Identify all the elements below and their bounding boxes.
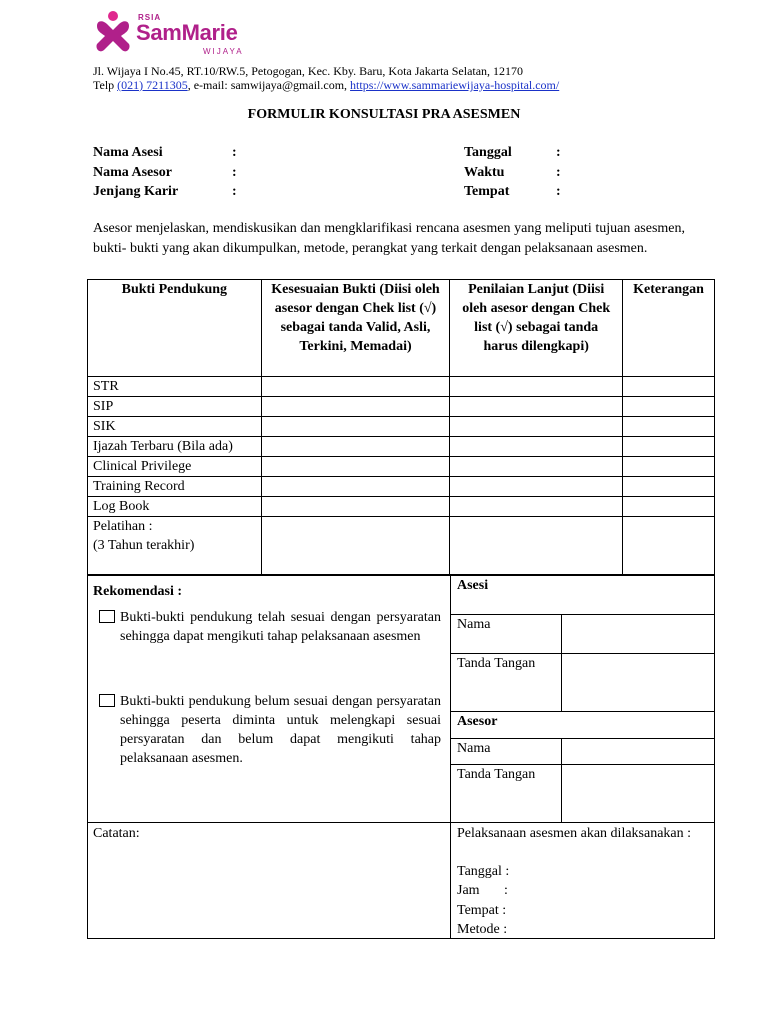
checkbox-option-2[interactable] bbox=[99, 692, 115, 711]
row-label: SIP bbox=[88, 397, 262, 417]
row-label-pelatihan bbox=[88, 517, 262, 575]
table-row bbox=[88, 417, 715, 437]
info-colon: : bbox=[232, 184, 237, 199]
checkbox-icon[interactable] bbox=[99, 610, 115, 623]
pelatihan-note: (3 Tahun terakhir) bbox=[93, 538, 195, 553]
catatan-label: Catatan: bbox=[93, 826, 140, 841]
cell-keterangan[interactable] bbox=[623, 477, 715, 497]
info-label: Tempat bbox=[464, 184, 510, 199]
cell-keterangan[interactable] bbox=[623, 497, 715, 517]
cell-penilaian[interactable] bbox=[450, 517, 623, 575]
row-label: Training Record bbox=[88, 477, 262, 497]
logo-mark-icon bbox=[93, 10, 133, 54]
asesor-ttd-label: Tanda Tangan bbox=[457, 767, 536, 782]
row-label: Clinical Privilege bbox=[88, 457, 262, 477]
row-label: Ijazah Terbaru (Bila ada) bbox=[88, 437, 262, 457]
checkbox-option-1[interactable] bbox=[99, 608, 115, 627]
form-title: FORMULIR KONSULTASI PRA ASESMEN bbox=[247, 107, 521, 122]
info-row-waktu bbox=[464, 163, 561, 183]
cell-keterangan[interactable] bbox=[623, 517, 715, 575]
info-row-jenjang-karir bbox=[93, 182, 237, 202]
asesi-ttd-label: Tanda Tangan bbox=[457, 656, 536, 671]
logo-sub: WIJAYA bbox=[203, 47, 244, 56]
info-row-nama-asesi bbox=[93, 143, 237, 163]
website-link[interactable]: https://www.sammariewijaya-hospital.com/ bbox=[350, 78, 560, 92]
row-label: STR bbox=[88, 377, 262, 397]
info-row-tanggal bbox=[464, 143, 561, 163]
hospital-logo bbox=[93, 10, 263, 56]
header-keterangan: Keterangan bbox=[623, 280, 715, 377]
cell-kesesuaian[interactable] bbox=[261, 517, 450, 575]
table-row bbox=[88, 517, 715, 575]
info-right bbox=[464, 143, 561, 202]
info-label: Tanggal bbox=[464, 145, 512, 160]
header-bukti: Bukti Pendukung bbox=[88, 280, 262, 377]
divider bbox=[561, 738, 562, 823]
table-row bbox=[88, 437, 715, 457]
header-kesesuaian: Kesesuaian Bukti (Diisi oleh asesor dengan Chek list (√) sebagai tanda Valid, Asli, Terkini, Memadai) bbox=[261, 280, 450, 377]
info-label: Nama Asesor bbox=[93, 164, 172, 180]
info-row-tempat bbox=[464, 182, 561, 202]
info-label: Jenjang Karir bbox=[93, 184, 179, 199]
table-row bbox=[88, 497, 715, 517]
address-line: Jl. Wijaya I No.45, RT.10/RW.5, Petogogan, Kec. Kby. Baru, Kota Jakarta Selatan, 12170 bbox=[93, 64, 524, 78]
table-row bbox=[88, 477, 715, 497]
cell-penilaian[interactable] bbox=[450, 477, 623, 497]
cell-penilaian[interactable] bbox=[450, 417, 623, 437]
cell-keterangan[interactable] bbox=[623, 417, 715, 437]
info-colon: : bbox=[556, 164, 561, 180]
table-row bbox=[88, 397, 715, 417]
cell-penilaian[interactable] bbox=[450, 437, 623, 457]
rekomendasi-title: Rekomendasi : bbox=[93, 584, 183, 599]
cell-kesesuaian[interactable] bbox=[261, 397, 450, 417]
cell-kesesuaian[interactable] bbox=[261, 457, 450, 477]
info-label: Waktu bbox=[464, 164, 505, 180]
phone-link[interactable]: (021) 7211305 bbox=[117, 78, 188, 92]
evidence-table bbox=[87, 279, 715, 575]
option-1-text: Bukti-bukti pendukung telah sesuai dengan persyaratan sehingga dapat mengikuti tahap pelaksanaan asesmen bbox=[120, 610, 441, 644]
info-colon: : bbox=[556, 184, 561, 199]
intro-paragraph: Asesor menjelaskan, mendiskusikan dan mengklarifikasi rencana asesmen yang meliputi tujuan asesmen, bukti- bukti yang akan dikumpulkan, metode, perangkat yang terkait dengan pelaksanaan asesmen. bbox=[93, 221, 685, 256]
cell-keterangan[interactable] bbox=[623, 437, 715, 457]
pelaksanaan-jam: Jam : bbox=[457, 883, 508, 898]
checkbox-icon[interactable] bbox=[99, 694, 115, 707]
contact-line bbox=[93, 78, 559, 92]
cell-penilaian[interactable] bbox=[450, 457, 623, 477]
table-row bbox=[88, 377, 715, 397]
row-label: SIK bbox=[88, 417, 262, 437]
cell-kesesuaian[interactable] bbox=[261, 437, 450, 457]
asesi-nama-label: Nama bbox=[457, 617, 491, 632]
table-header-row bbox=[88, 280, 715, 377]
info-left bbox=[93, 143, 237, 202]
cell-keterangan[interactable] bbox=[623, 397, 715, 417]
asesi-title: Asesi bbox=[457, 578, 489, 593]
telp-label: Telp bbox=[93, 78, 118, 92]
pelaksanaan-tempat: Tempat : bbox=[457, 903, 507, 918]
cell-penilaian[interactable] bbox=[450, 397, 623, 417]
info-colon: : bbox=[232, 164, 237, 180]
cell-keterangan[interactable] bbox=[623, 457, 715, 477]
pelatihan-label: Pelatihan : bbox=[93, 519, 153, 534]
pelaksanaan-tanggal: Tanggal : bbox=[457, 864, 510, 879]
cell-penilaian[interactable] bbox=[450, 497, 623, 517]
divider bbox=[561, 614, 562, 712]
address-block bbox=[93, 64, 559, 92]
info-row-nama-asesor bbox=[93, 163, 237, 183]
pelaksanaan-metode: Metode : bbox=[457, 922, 508, 937]
cell-keterangan[interactable] bbox=[623, 377, 715, 397]
header-penilaian: Penilaian Lanjut (Diisi oleh asesor dengan Chek list (√) sebagai tanda harus dilengkapi) bbox=[450, 280, 623, 377]
table-row bbox=[88, 457, 715, 477]
signature-box bbox=[450, 575, 715, 823]
cell-kesesuaian[interactable] bbox=[261, 477, 450, 497]
cell-kesesuaian[interactable] bbox=[261, 377, 450, 397]
cell-kesesuaian[interactable] bbox=[261, 497, 450, 517]
row-label: Log Book bbox=[88, 497, 262, 517]
option-2-text: Bukti-bukti pendukung belum sesuai dengan persyaratan sehingga peserta diminta untuk melengkapi sesuai persyaratan dan belum dapat mengikuti tahap pelaksanaan asesmen. bbox=[120, 694, 441, 766]
logo-prefix: RSIA bbox=[138, 13, 162, 22]
info-colon: : bbox=[556, 145, 561, 160]
asesor-nama-label: Nama bbox=[457, 741, 491, 756]
cell-penilaian[interactable] bbox=[450, 377, 623, 397]
logo-name: SamMarie bbox=[136, 20, 238, 45]
asesor-title: Asesor bbox=[457, 714, 498, 729]
info-label: Nama Asesi bbox=[93, 145, 163, 160]
catatan-box[interactable] bbox=[87, 822, 451, 939]
info-colon: : bbox=[232, 145, 237, 160]
cell-kesesuaian[interactable] bbox=[261, 417, 450, 437]
pelaksanaan-title: Pelaksanaan asesmen akan dilaksanakan : bbox=[457, 826, 692, 841]
email-text: , e-mail: samwijaya@gmail.com, bbox=[187, 78, 351, 92]
